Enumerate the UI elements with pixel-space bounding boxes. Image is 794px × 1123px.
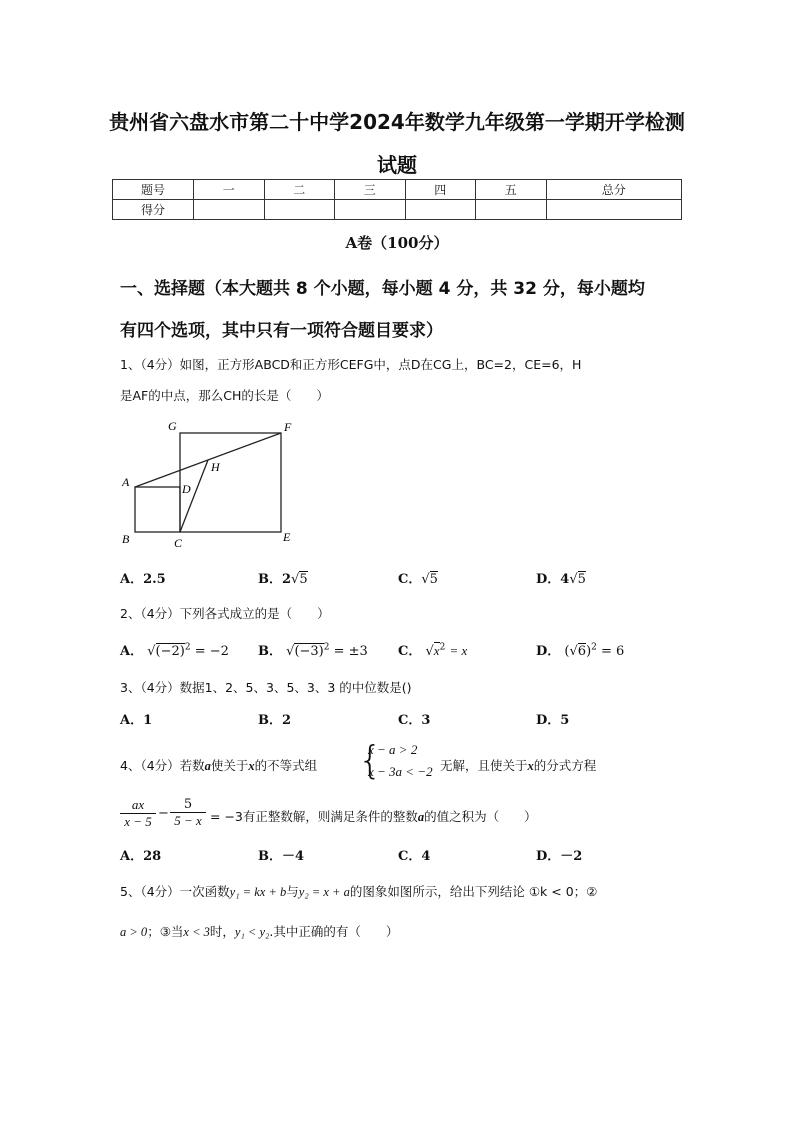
- q5-text: .其中正确的有（ ）: [269, 924, 399, 939]
- q5-text-line2: [120, 922, 398, 940]
- score-table-score-row: [113, 200, 682, 220]
- score-table: [112, 179, 682, 220]
- q2-option-a: [120, 640, 229, 659]
- q2-d-inner: 6: [577, 644, 587, 659]
- q1-text-line1: 1、（4分）如图，正方形ABCD和正方形CEFG中，点D在CG上，BC=2，CE=6，H: [120, 357, 582, 372]
- q4-eq-tail: [210, 807, 537, 825]
- q1-option-a: A．2.5: [120, 572, 166, 587]
- q2-option-b: [258, 640, 368, 659]
- q2-b-expr: (−3): [294, 644, 324, 659]
- q5-cond-a: a > 0: [120, 925, 148, 939]
- q2-c-rhs: = x: [449, 643, 468, 658]
- page-title-line2: 试题: [377, 153, 417, 177]
- frac2: [170, 797, 206, 829]
- q5-after: 的图象如图所示，给出下列结论 ①k < 0；②: [349, 884, 598, 899]
- score-table-header-row: [113, 180, 682, 200]
- q4-equation-line: [120, 797, 680, 837]
- q5-y2: y₂ = x + a: [298, 885, 350, 899]
- figure-label-b: B: [122, 532, 130, 546]
- score-input-cell: [405, 200, 476, 220]
- table-cell: 题号: [113, 180, 194, 200]
- q3-option-a: A．1: [120, 713, 153, 728]
- table-cell: 五: [476, 180, 547, 200]
- q4-mid2: 的不等式组: [254, 758, 318, 773]
- brace-icon: {: [358, 738, 383, 782]
- figure-label-a: A: [122, 475, 130, 489]
- sqrt-icon: √: [291, 572, 300, 587]
- option-label: A．: [120, 644, 144, 659]
- exponent: 2: [323, 642, 330, 653]
- q4-text-line1: [120, 756, 317, 774]
- q1-option-b: [258, 568, 308, 587]
- frac1: [120, 797, 156, 830]
- q4-after: 无解，且使关于: [440, 758, 528, 773]
- page-title-line1: 贵州省六盘水市第二十中学2024年数学九年级第一学期开学检测: [109, 110, 685, 134]
- q5-y1: y₁ = kx + b: [229, 885, 287, 899]
- figure-label-f: F: [284, 420, 292, 434]
- figure-label-g: G: [168, 419, 177, 433]
- q2-a-rhs: = −2: [194, 644, 229, 659]
- q3-text: 3、（4分）数据1、2、5、3、5、3、3 的中位数是(): [120, 680, 412, 695]
- q4-ineq-1: x − a > 2: [368, 742, 418, 757]
- score-input-cell: [194, 200, 265, 220]
- exponent: 2: [591, 642, 597, 653]
- q2-d-rhs: = 6: [601, 644, 625, 659]
- q2-d-open: (: [564, 644, 570, 659]
- q3-option-b: B．2: [258, 713, 292, 728]
- exponent: 2: [184, 642, 191, 653]
- score-input-cell: [476, 200, 547, 220]
- q1-geometry-figure: [118, 415, 308, 550]
- q2-b-rhs: = ±3: [333, 644, 368, 659]
- table-cell: 一: [194, 180, 265, 200]
- section-a-title: A卷（100分）: [345, 234, 449, 252]
- q3-option-d: D．5: [536, 713, 570, 728]
- q4-var-x: x: [527, 759, 534, 773]
- q5-mid: 与: [286, 884, 299, 899]
- section1-heading-line1: 一、选择题（本大题共 8 个小题，每小题 4 分，共 32 分，每小题均: [120, 279, 645, 299]
- figure-label-h: H: [211, 460, 220, 474]
- q4-mid: 使关于: [210, 758, 249, 773]
- sqrt-icon: √: [569, 572, 578, 587]
- q4-prefix: 4、（4分）若数: [120, 758, 205, 773]
- frac2-den: 5 − x: [174, 813, 202, 828]
- sqrt-icon: √: [425, 644, 434, 659]
- q1-option-d: [536, 568, 586, 587]
- figure-label-d: D: [182, 482, 191, 496]
- option-label: D．: [536, 644, 561, 659]
- q4-option-c: C．4: [398, 849, 431, 864]
- section1-heading-line2: 有四个选项，其中只有一项符合题目要求）: [120, 321, 443, 341]
- q5-text-line1: [120, 882, 597, 900]
- figure-label-e: E: [283, 530, 291, 544]
- q4-var-a: a: [417, 810, 425, 824]
- q4-text-line1-tail: [440, 756, 596, 774]
- q5-cond-x: x < 3: [183, 925, 210, 939]
- minus-sign: −: [158, 806, 169, 821]
- sqrt-arg: 5: [429, 572, 438, 587]
- q2-option-c: [398, 640, 467, 659]
- option-label: D．4: [536, 572, 570, 587]
- table-cell: 三: [335, 180, 406, 200]
- sqrt-icon: √: [569, 644, 578, 659]
- q4-eq-rhs: = −3有正整数解，则满足条件的整数: [210, 809, 418, 824]
- q1-option-c: [398, 568, 438, 587]
- table-cell: 得分: [113, 200, 194, 220]
- q5-prefix: 5、（4分）一次函数: [120, 884, 230, 899]
- q2-option-d: [536, 640, 624, 659]
- q2-a-expr: (−2): [155, 644, 185, 659]
- table-cell: 四: [405, 180, 476, 200]
- q5-text: 时，: [209, 924, 235, 939]
- sqrt-icon: √: [286, 644, 295, 659]
- q5-cond-y: y₁ < y₂: [234, 925, 270, 939]
- q4-after2: 的分式方程: [533, 758, 597, 773]
- table-cell: 二: [264, 180, 335, 200]
- q4-option-b: B．－4: [258, 849, 305, 864]
- q2-c-expr: x: [433, 643, 440, 658]
- sqrt-icon: √: [421, 572, 430, 587]
- q2-d-close: ): [586, 644, 592, 659]
- q4-inequality-system: [358, 740, 438, 784]
- option-label: C．: [398, 644, 422, 659]
- q5-text: ；③当: [147, 924, 184, 939]
- q4-var-a: a: [204, 759, 211, 773]
- frac2-num: 5: [170, 797, 206, 813]
- q4-var-x: x: [248, 759, 255, 773]
- sqrt-icon: √: [147, 644, 156, 659]
- score-input-cell: [264, 200, 335, 220]
- option-label: C．: [398, 572, 422, 587]
- exponent: 2: [439, 642, 446, 653]
- sqrt-arg: 5: [577, 572, 586, 587]
- q3-option-c: C．3: [398, 713, 431, 728]
- sqrt-arg: 5: [299, 572, 308, 587]
- score-input-cell: [335, 200, 406, 220]
- option-label: B．: [258, 644, 282, 659]
- option-label: B．2: [258, 572, 292, 587]
- score-input-cell: [546, 200, 682, 220]
- frac1-num: ax: [120, 797, 156, 814]
- figure-label-c: C: [174, 536, 183, 550]
- q4-option-a: A．28: [120, 849, 162, 864]
- q4-ineq-2: x − 3a < −2: [368, 764, 433, 779]
- q2-text: 2、（4分）下列各式成立的是（ ）: [120, 606, 330, 621]
- table-cell: 总分: [546, 180, 682, 200]
- q4-option-d: D．－2: [536, 849, 583, 864]
- q4-tail: 的值之积为（ ）: [424, 809, 537, 824]
- frac1-den: x − 5: [124, 814, 152, 829]
- q1-text-line2: 是AF的中点，那么CH的长是（ ）: [120, 388, 329, 403]
